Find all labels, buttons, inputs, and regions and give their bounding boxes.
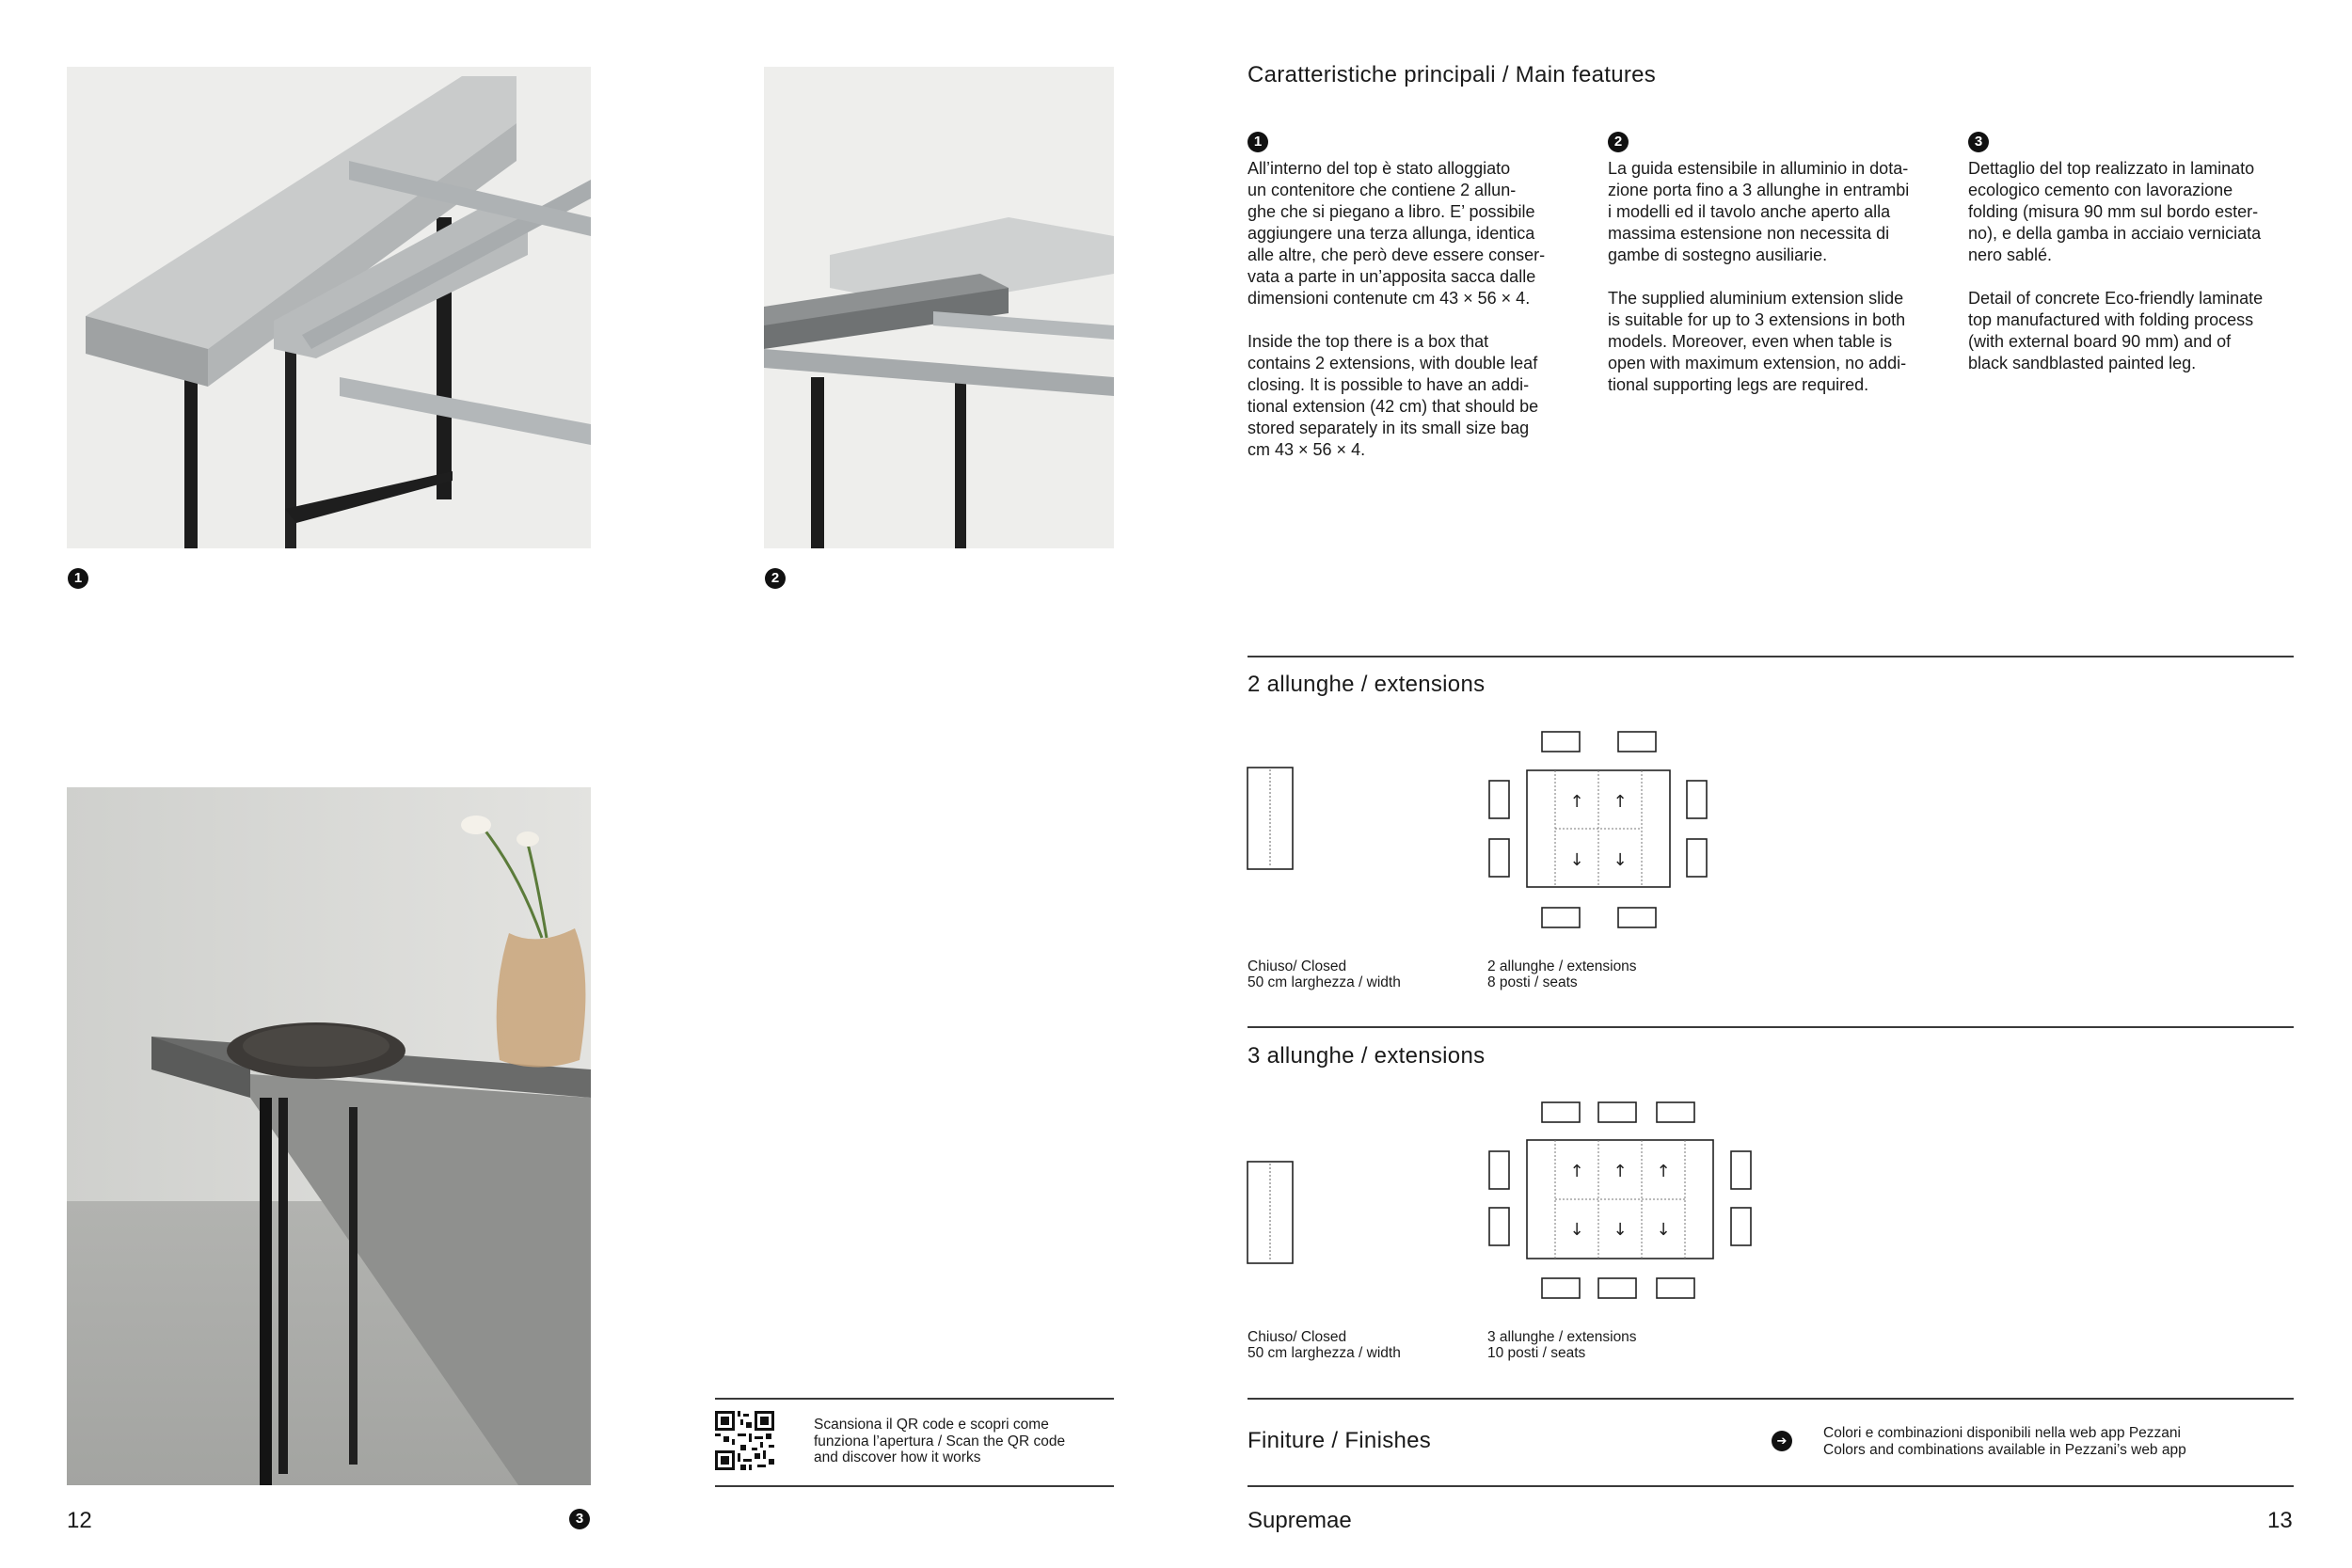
arrow-up-icon: ↑: [1613, 1162, 1628, 1181]
finishes-top-rule: [1248, 1398, 2294, 1400]
arrow-down-icon: ↓: [1656, 1220, 1671, 1240]
closed-table-plan-3: [1246, 1160, 1296, 1265]
feature-2-badge: 2: [1608, 132, 1629, 152]
collection-name: Supremae: [1248, 1508, 1352, 1533]
config-2-open-caption: 2 allunghe / extensions 8 posti / seats: [1487, 958, 1637, 990]
arrow-right-circle-icon[interactable]: ➔: [1772, 1431, 1792, 1451]
config-3-title: 3 allunghe / extensions: [1248, 1043, 1486, 1069]
right-page-number: 13: [2267, 1508, 2293, 1533]
arrow-down-icon: ↓: [1613, 1220, 1628, 1240]
feature-3-badge: 3: [1968, 132, 1989, 152]
features-title: Caratteristiche principali / Main features: [1248, 62, 1657, 87]
config-2-top-rule: [1248, 656, 2294, 657]
feature-1-badge: 1: [1248, 132, 1268, 152]
qr-top-rule: [715, 1398, 1114, 1400]
config-2-closed-caption: Chiuso/ Closed 50 cm larghezza / width: [1248, 958, 1401, 990]
qr-code-icon[interactable]: [715, 1411, 774, 1470]
footer-rule: [1248, 1485, 2294, 1487]
feature-3-text: Dettaglio del top realizzato in laminato ecologico cemento con lavorazione folding (misura 90 mm sul bordo ester- no), e della gamba in acciaio verniciata nero sablé. Detail of concrete Eco-friendly laminate top manufactured with folding process (with external board 90 mm) and of black sandblasted painted leg.: [1968, 159, 2264, 372]
qr-instruction-text: Scansiona il QR code e scopri come funziona l’apertura / Scan the QR code and discover how it works: [814, 1417, 1066, 1465]
open-table-plan-3-extensions: [1485, 1099, 1757, 1306]
left-page-number: 12: [67, 1508, 92, 1533]
arrow-up-icon: ↑: [1569, 792, 1584, 812]
config-3-closed-caption: Chiuso/ Closed 50 cm larghezza / width: [1248, 1329, 1401, 1361]
open-table-plan-2-extensions: [1485, 729, 1710, 936]
photo-table-detail-with-vase: [67, 787, 591, 1485]
photo-extension-slide-detail: [764, 67, 1114, 548]
config-2-title: 2 allunghe / extensions: [1248, 672, 1486, 697]
photo-1-badge: 1: [68, 568, 88, 589]
qr-bottom-rule: [715, 1485, 1114, 1487]
photo-3-badge: 3: [569, 1509, 590, 1529]
photo-table-extension-open: [67, 67, 591, 548]
arrow-up-icon: ↑: [1613, 792, 1628, 812]
arrow-up-icon: ↑: [1656, 1162, 1671, 1181]
finishes-title: Finiture / Finishes: [1248, 1428, 1432, 1453]
arrow-down-icon: ↓: [1569, 850, 1584, 870]
arrow-up-icon: ↑: [1569, 1162, 1584, 1181]
arrow-down-icon: ↓: [1569, 1220, 1584, 1240]
config-3-open-caption: 3 allunghe / extensions 10 posti / seats: [1487, 1329, 1637, 1361]
config-3-top-rule: [1248, 1026, 2294, 1028]
arrow-down-icon: ↓: [1613, 850, 1628, 870]
photo-2-badge: 2: [765, 568, 786, 589]
feature-2-text: La guida estensibile in alluminio in dota- zione porta fino a 3 allunghe in entrambi i modelli ed il tavolo anche aperto alla massima estensione non necessita di gambe di sostegno ausiliarie. The supplied aluminium extension slide is suitable for up to 3 extensions in both models. Moreover, even when table is open with maximum extension, no addi- tional supporting legs are required.: [1608, 159, 1910, 394]
closed-table-plan-2: [1246, 766, 1296, 871]
feature-1-text: All’interno del top è stato alloggiato un contenitore che contiene 2 allun- ghe che si piegano a libro. E’ possibile aggiungere una terza allunga, identica alle altre, che però deve essere conser- vata a parte in un’apposita sacca dalle dimensioni contenute cm 43 × 56 × 4. Inside the top there is a box that contains 2 extensions, with double leaf closing. It is possible to have an addi- tional extension (42 cm) that should be stored separately in its small size bag cm 43 × 56 × 4.: [1248, 159, 1546, 459]
finishes-web-app-note[interactable]: Colori e combinazioni disponibili nella web app Pezzani Colors and combinations available in Pezzani’s web app: [1823, 1425, 2186, 1458]
